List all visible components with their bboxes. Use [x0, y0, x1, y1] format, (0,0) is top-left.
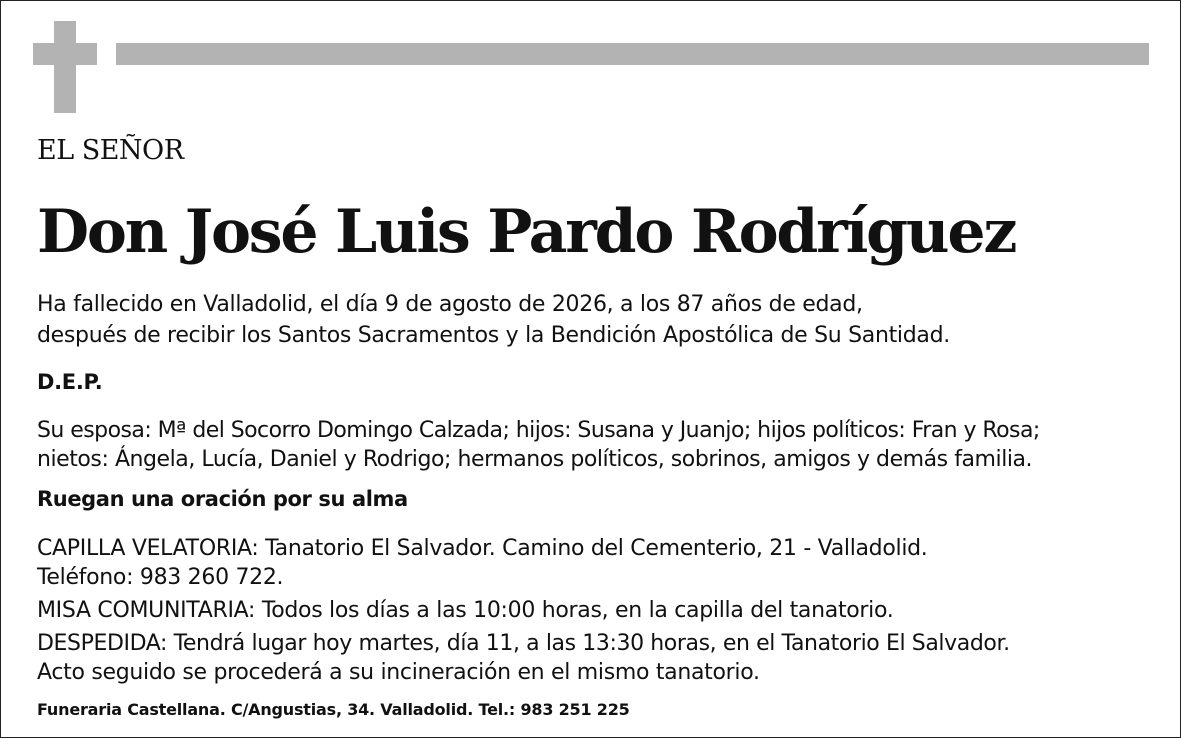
cross-horizontal-bar — [33, 43, 97, 65]
family-line-2: nietos: Ángela, Lucía, Daniel y Rodrigo; hermanos políticos, sobrinos, amigos y demás familia. — [37, 447, 1033, 472]
funeral-home-footer: Funeraria Castellana. C/Angustias, 34. Valladolid. Tel.: 983 251 225 — [37, 700, 630, 719]
honorific: EL SEÑOR — [37, 135, 184, 166]
deceased-name: Don José Luis Pardo Rodríguez — [37, 197, 1016, 267]
prayer-request: Ruegan una oración por su alma — [37, 487, 408, 511]
death-line-2: después de recibir los Santos Sacramentos y la Bendición Apostólica de Su Santidad. — [37, 323, 950, 348]
farewell-line-2: Acto seguido se procederá a su incineración en el mismo tanatorio. — [37, 660, 760, 685]
chapel-line-1: CAPILLA VELATORIA: Tanatorio El Salvador. Camino del Cementerio, 21 - Valladolid. — [37, 536, 928, 561]
death-line-1: Ha fallecido en Valladolid, el día 9 de agosto de 2026, a los 87 años de edad, — [37, 292, 863, 317]
mass-info: MISA COMUNITARIA: Todos los días a las 10:00 horas, en la capilla del tanatorio. — [37, 598, 894, 623]
family-line-1: Su esposa: Mª del Socorro Domingo Calzada; hijos: Susana y Juanjo; hijos políticos: Fran y Rosa; — [37, 418, 1040, 443]
dep-label: D.E.P. — [37, 370, 103, 394]
farewell-line-1: DESPEDIDA: Tendrá lugar hoy martes, día 11, a las 13:30 horas, en el Tanatorio El Salvador. — [37, 631, 1010, 656]
header-divider-bar — [116, 43, 1149, 65]
chapel-line-2: Teléfono: 983 260 722. — [37, 565, 284, 590]
cross-vertical-bar — [54, 21, 76, 113]
